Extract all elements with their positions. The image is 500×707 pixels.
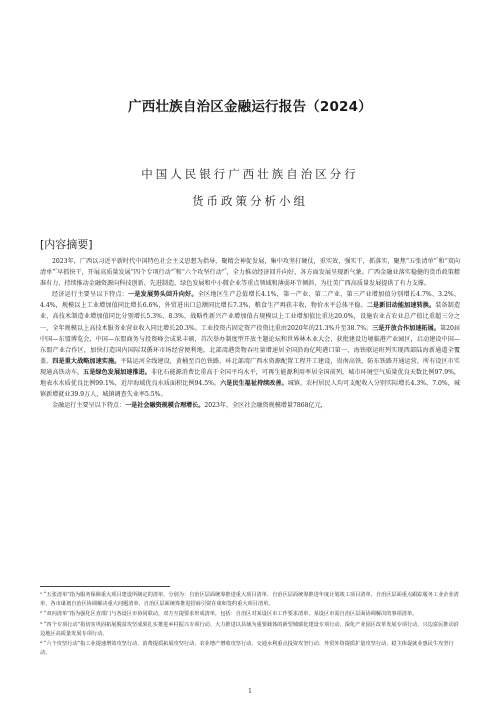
paragraph-text: 和“六个攻坚行动” (175, 269, 225, 277)
issuing-team: 货币政策分析小组 (192, 194, 308, 208)
summary-paragraph (40, 400, 460, 411)
summary-paragraph (40, 256, 460, 289)
key-point: 四是重大战略加速实施。 (52, 357, 121, 365)
paragraph-text: 城镇、农村居民人均可支配收入分别实际增长4.3%、7.0%，城镇新增就业39.9万人，城镇调查失业率5.5%。 (40, 380, 460, 399)
paragraph-text: 全区地区生产总值增长4.1%，第一产业、第二产业、第三产业增加值分别增长4.7%、3.2%、4.4%，规模以上工业增加值同比增长6.6%，外贸进出口总额同比增长7.3%，粮食生产再获丰收，物价水平总体平稳。 (40, 291, 461, 310)
key-point: 二是新旧动能加速转换。 (366, 302, 436, 310)
paragraph-text: 和“双向清单” (40, 258, 460, 277)
paragraph-text: ，全力推动经济回升向好，各方面发展呈现新气象。广西金融业落实稳健的货币政策精准有力，持续推动金融资源向科技创新、先进制造、绿色发展和中小微企业等重点领域和薄弱环节倾斜，为壮美广西高质量发展提供了有力支撑。 (40, 269, 460, 288)
footnotes (40, 591, 460, 659)
summary-body (40, 256, 460, 411)
paragraph-text: 非化石能源消费比重高于全国平均水平，可再生能源利用率居全国前列，城市环境空气质量优良天数比例97.9%，地表水水质优良比例99.1%，近岸海域优良水质面积比例94.5%。 (40, 368, 461, 388)
footnote-ref: ³ (173, 267, 176, 273)
paragraph-text: 2023年，全区社会融资规模增量7868亿元， (204, 402, 327, 410)
footnote-item: ² “双向清单”指为强化区直部门与各设区市协同联动，双方互提要求形成清单，包括：自治区对某设区市工作要求清单、某设区市需自治区层面协调解决的事项清单。 (40, 611, 418, 618)
footnote-ref: ⁴ (224, 267, 227, 273)
paragraph-text: 第20届中国—东盟博览会、中国—东盟商务与投资峰会成果丰硕，首次举办制度型开放主题论坛和世界林木业大会，获批建设边境临港产业园区，启动建设中国—东盟产业合作区，加快打造国内国际双循环市场经营便利地。北部湾港货物吞吐量增速居全国沿海亿吨港口第一，海铁联运班列实现西部陆海新通道全覆盖。 (40, 324, 460, 365)
summary-heading: [内容摘要] (40, 238, 93, 251)
footnote-item: ³ “四个专项行动”指切实巩固拓展脱贫攻坚成果扎实推进乡村振兴专项行动、大力推进以县域为重要载体的新型城镇化建设专项行动、深化产业园区改革发展专项行动、兴边富民推动沿边地区高质量发展专项行动。 (40, 621, 459, 637)
paragraph-text: 金融运行主要呈以下特点： (52, 402, 126, 410)
paragraph-text: 早抓快干，开展高质量发展“四个专项行动” (57, 269, 174, 277)
paragraph-text: 2023年，广西以习近平新时代中国特色社会主义思想为指导，聚精会神促发展，集中攻坚打硬仗，重实效，强实干，抓落实，聚焦“五张清单” (52, 258, 437, 265)
key-point: 一是发展势头回升向好。 (128, 291, 198, 299)
key-point: 一是社会融资规模合理增长。 (125, 402, 205, 410)
key-point: 六是民生福祉持续改善。 (220, 380, 288, 388)
footnote-ref: ² (55, 267, 58, 273)
key-point: 五是绿色发展加速推进。 (83, 368, 151, 376)
footnote-item: ¹ “五张清单”指为服务保障重大项目建设所制定的清单，分别为：自治区层面统筹推进重大项目清单、自治区层面统筹推进年度计划竣工项目清单、自治区层面重点跟踪服务工业企业清单、各市谋划自治区协调解决重大问题清单、自治区层面统筹推进招商引资在谈和签约重大项目清单。 (40, 592, 459, 608)
footnote-divider (40, 586, 170, 587)
paragraph-text: 平陆运河全线建设，黄桶至百色铁路、环北部湾广西水资源配置工程开工建设，贵南高铁、防东铁路开通运营，所有设区市实现通高铁动车。 (40, 357, 461, 376)
issuing-organization: 中国人民银行广西壮族自治区分行 (141, 167, 359, 181)
paragraph-text: 装备制造业、高技术制造业增加值同比分别增长5.3%、8.3%，战略性新兴产业增加值占规模以上工业增加值比重达20.0%，设施农业占农业总产值比重超三分之一，全年规模以上高技术服务业营业收入同比增长20.3%。工业投资占固定资产投资比重由2020年的21.3%升至38.7%。 (40, 302, 460, 332)
footnote-ref: ¹ (436, 255, 439, 261)
paragraph-text: 经济运行主要呈以下特点： (52, 291, 129, 299)
report-title: 广西壮族自治区金融运行报告（2024） (128, 99, 372, 115)
footnote-item: ⁴ “六个攻坚行动”指工业提速增效攻坚行动、消费提质拓展攻坚行动、农业增产增收攻坚行动、交通水利重点投资攻坚行动、外贸外资提质扩量攻坚行动、稳主体促就业惠民生攻坚行动。 (40, 641, 454, 657)
key-point: 三是开放合作加速拓展。 (372, 324, 440, 332)
summary-paragraph (40, 289, 460, 400)
page-number: 1 (248, 688, 252, 695)
